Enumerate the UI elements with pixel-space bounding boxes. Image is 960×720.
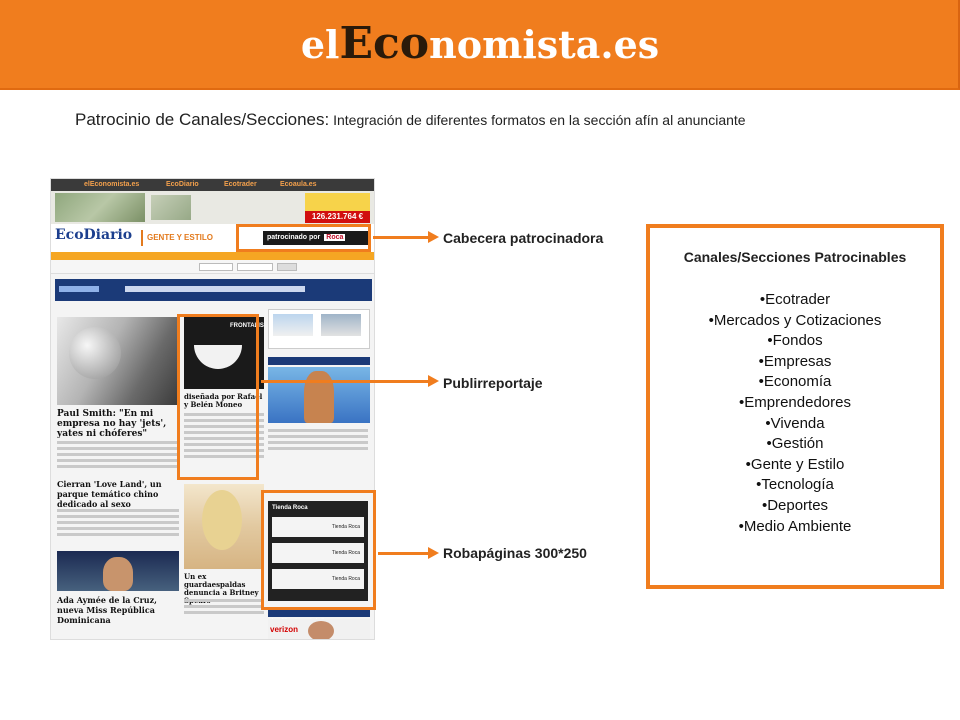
- list-item: •Gente y Estilo: [745, 455, 845, 473]
- list-item: •Tecnología: [756, 476, 834, 494]
- article-text: [184, 599, 264, 617]
- brand-eleconomista: elEconomista.es: [84, 181, 140, 188]
- list-item: •Empresas: [758, 352, 832, 370]
- money-counter: 126.231.764 €: [305, 211, 370, 223]
- hotel-module: [268, 309, 370, 349]
- channels-list: [650, 290, 940, 537]
- callout-cabecera: Cabecera patrocinadora: [443, 230, 604, 246]
- list-item: •Mercados y Cotizaciones: [708, 311, 882, 329]
- ecodiario-logo: EcoDiario: [55, 227, 133, 243]
- eleconomista-logo[interactable]: elEconomista.es: [300, 18, 660, 69]
- robapaginas-highlight: [261, 490, 376, 610]
- search-input: [199, 263, 233, 271]
- shop-cell: Tienda Roca: [272, 543, 364, 563]
- list-item: •Economía: [758, 373, 832, 391]
- list-item: •Gestión: [766, 435, 824, 453]
- counter-graphic: [305, 193, 370, 211]
- list-item: •Vivenda: [765, 414, 825, 432]
- money-image: [151, 195, 191, 220]
- list-item: •Deportes: [761, 496, 829, 514]
- search-bar: [51, 260, 375, 274]
- headline-britney: Un ex guardaespaldas denuncia a Britney: [184, 572, 259, 597]
- arrow-right-icon: [378, 552, 429, 555]
- promo-title: diseñada por Rafael y Belén Moneo: [184, 392, 263, 409]
- headline-miss: Ada Aymée de la Cruz, nueva Miss República Dominicana: [57, 595, 157, 625]
- sponsor-header-highlight: [236, 224, 371, 252]
- shop-cell: Tienda Roca: [272, 517, 364, 537]
- headline-paul-smith: Paul Smith: "En mi empresa no hay 'jets', yates ni chóferes": [57, 409, 167, 439]
- channels-title: Canales/Secciones Patrocinables: [683, 249, 907, 265]
- list-item: •Fondos: [767, 332, 823, 350]
- shop-cell: Tienda Roca: [272, 569, 364, 589]
- list-item: •Ecotrader: [759, 291, 831, 308]
- section-label: GENTE Y ESTILO: [141, 230, 217, 246]
- live-chat-strip: [55, 279, 372, 301]
- miss-rd-bar: [268, 357, 370, 365]
- interview-photo: [57, 317, 179, 405]
- network-bar: [51, 179, 375, 191]
- list-item: •Medio Ambiente: [738, 517, 852, 535]
- callout-publirreportaje: Publirreportaje: [443, 375, 543, 391]
- article-text: [268, 429, 368, 453]
- page-subtitle: Patrocinio de Canales/Secciones: Integración de diferentes formatos en la sección afín al anunciante: [75, 110, 746, 129]
- article-text: [57, 441, 179, 471]
- callout-robapaginas: Robapáginas 300*250: [443, 545, 587, 561]
- brand-ecoaula: Ecoaula.es: [280, 181, 317, 188]
- section-nav-bar: [51, 252, 375, 260]
- channels-box: [646, 224, 944, 589]
- verizon-ad: verizon: [268, 619, 370, 640]
- miss-queen-photo: [268, 367, 370, 423]
- rostros-bar: [268, 609, 370, 617]
- top-ad-banner: [51, 191, 375, 224]
- header-banner: [0, 0, 960, 90]
- sponsor-bar: patrocinado por Roca: [263, 231, 370, 245]
- list-item: •Emprendedores: [739, 393, 851, 411]
- model-photo: [184, 484, 264, 569]
- search-select: [237, 263, 273, 271]
- arrow-right-icon: [261, 380, 429, 383]
- headline-love-land: Cierran 'Love Land', un parque temático chino dedicado al sexo: [57, 479, 162, 509]
- arrow-right-icon: [373, 236, 429, 239]
- article-text: [57, 509, 179, 539]
- shop-title: Tienda Roca: [272, 505, 308, 511]
- miss-photo: [57, 551, 179, 591]
- brand-ecotrader: Ecotrader: [224, 181, 257, 188]
- brand-ecodiario: EcoDiario: [166, 181, 199, 188]
- search-button: [277, 263, 297, 271]
- publirreportaje-highlight: [177, 314, 259, 480]
- money-image: [55, 193, 145, 222]
- frontalis-label: FRONTALIS: [230, 323, 264, 329]
- roca-logo: Roca: [326, 234, 344, 241]
